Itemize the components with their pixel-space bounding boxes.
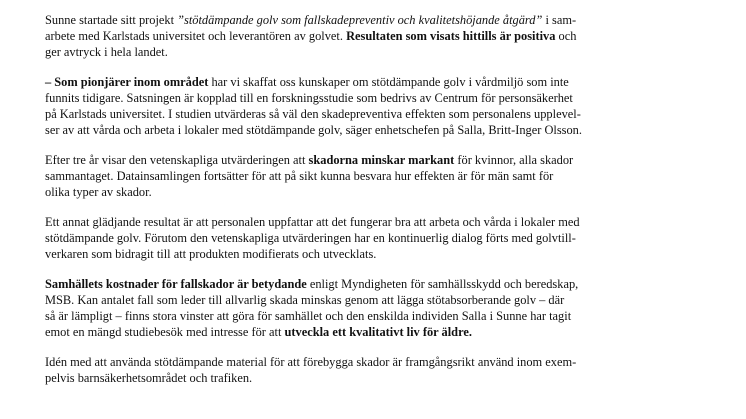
bold-run: skadorna minskar markant — [308, 153, 455, 167]
text-run: Efter tre år visar den vetenskapliga utvärderingen att — [45, 153, 309, 167]
text-line — [45, 276, 705, 292]
text-line — [45, 354, 705, 370]
text-run: Sunne startade sitt projekt — [45, 13, 178, 27]
document-body — [45, 12, 705, 386]
paragraph-gap — [45, 60, 705, 74]
text-line — [45, 214, 705, 230]
text-line — [45, 168, 705, 184]
text-run: ser av att vårda och arbeta i lokaler med stötdämpande golv, säger enhetschefen på Salla, Britt-Inger Olsson. — [45, 123, 582, 137]
bold-run: Resultaten som visats hittills är positiva — [346, 29, 556, 43]
text-run: arbete med Karlstads universitet och leverantören av golvet. — [45, 29, 347, 43]
text-run: sammantaget. Datainsamlingen fortsätter för att på sikt kunna besvara hur effekten är för män samt för — [45, 169, 554, 183]
paragraph-gap — [45, 138, 705, 152]
text-run: pelvis barnsäkerhetsområdet och trafiken. — [45, 371, 253, 385]
text-run: emot en mängd studiebesök med intresse för att — [45, 325, 285, 339]
bold-run: – Som pionjärer inom området — [45, 75, 209, 89]
text-run: och — [555, 29, 577, 43]
paragraph-gap — [45, 262, 705, 276]
text-run: så är lämpligt – finns stora vinster att göra för samhället och den enskilda individen Salla i Sunne har tagit — [45, 309, 572, 323]
paragraph-gap — [45, 340, 705, 354]
bold-run: Samhällets kostnader för fallskador är betydande — [45, 277, 307, 291]
text-run: stötdämpande golv. Förutom den vetenskapliga utvärderingen har en kontinuerlig dialog förts med golvtill- — [45, 231, 576, 245]
text-run: enligt Myndigheten för samhällsskydd och beredskap, — [306, 277, 579, 291]
text-line — [45, 292, 705, 308]
text-line — [45, 90, 705, 106]
text-line — [45, 152, 705, 168]
paragraph-costs — [45, 276, 705, 340]
text-run: har vi skaffat oss kunskaper om stötdämpande golv i vårdmiljö som inte — [208, 75, 569, 89]
paragraph-pioneers — [45, 74, 705, 138]
paragraph-idea — [45, 354, 705, 386]
text-line — [45, 28, 705, 44]
text-run: ger avtryck i hela landet. — [45, 45, 168, 59]
text-line — [45, 106, 705, 122]
text-run: olika typer av skador. — [45, 185, 152, 199]
text-run: i sam- — [542, 13, 577, 27]
text-run: funnits tidigare. Satsningen är kopplad till en forskningsstudie som bedrivs av Centrum för personsäkerhet — [45, 91, 573, 105]
text-run: verkaren som bidragit till att produkten modifierats och utvecklats. — [45, 247, 377, 261]
text-line — [45, 230, 705, 246]
text-run: Idén med att använda stötdämpande material för att förebygga skador är framgångsrikt använd inom exem- — [45, 355, 577, 369]
text-line — [45, 246, 705, 262]
text-line — [45, 122, 705, 138]
text-run: för kvinnor, alla skador — [454, 153, 574, 167]
text-line — [45, 44, 705, 60]
text-line — [45, 12, 705, 28]
text-run: Ett annat glädjande resultat är att personalen uppfattar att det fungerar bra att arbeta och vårda i lokaler med — [45, 215, 580, 229]
text-run: MSB. Kan antalet fall som leder till allvarlig skada minskas genom att lägga stötabsorberande golv – där — [45, 293, 565, 307]
paragraph-results — [45, 152, 705, 200]
paragraph-intro — [45, 12, 705, 60]
text-line — [45, 370, 705, 386]
text-line — [45, 324, 705, 340]
text-line — [45, 184, 705, 200]
bold-run: utveckla ett kvalitativt liv för äldre. — [284, 325, 472, 339]
text-run: på Karlstads universitet. I studien utvärderas så väl den skadepreventiva effekten som personalens upplevel- — [45, 107, 581, 121]
italic-run: ”stötdämpande golv som fallskadepreventiv och kvalitetshöjande åtgärd” — [177, 13, 543, 27]
text-line — [45, 308, 705, 324]
paragraph-staff — [45, 214, 705, 262]
text-line — [45, 74, 705, 90]
paragraph-gap — [45, 200, 705, 214]
